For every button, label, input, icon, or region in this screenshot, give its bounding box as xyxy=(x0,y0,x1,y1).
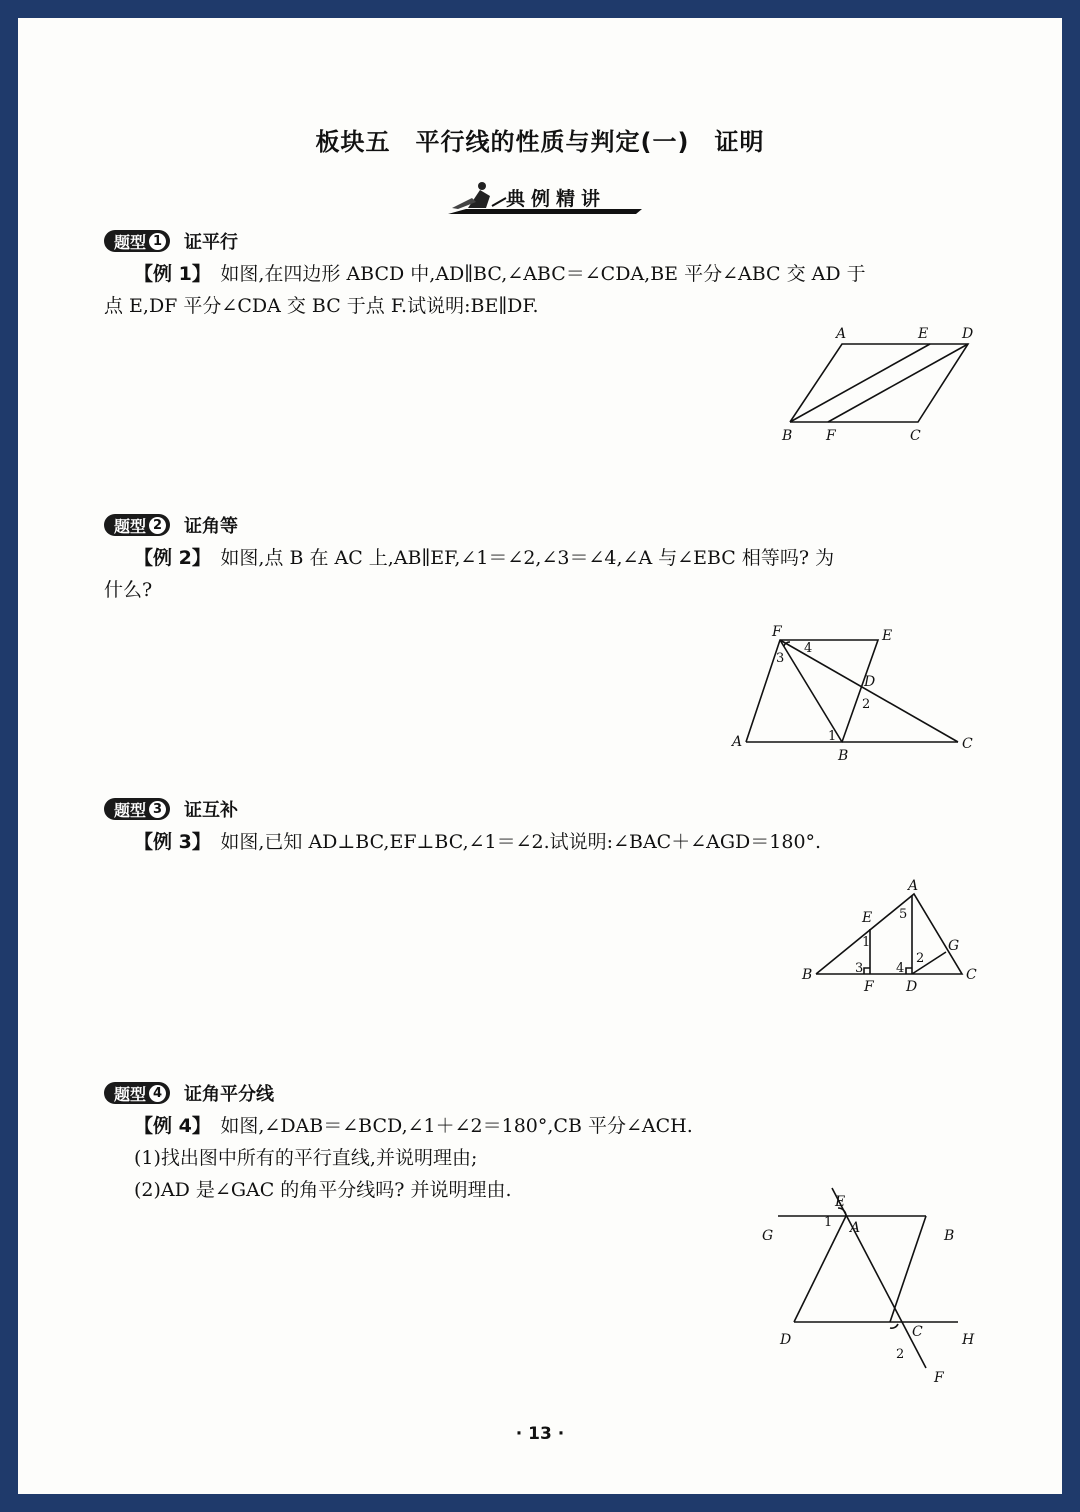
example-3-text: 【例 3】 如图,已知 AD⊥BC,EF⊥BC,∠1＝∠2.试说明:∠BAC＋∠AGD＝180°. xyxy=(134,831,822,853)
fig2-label: A xyxy=(732,734,743,750)
fig3-angle: 4 xyxy=(896,961,905,976)
fig2-label: D xyxy=(864,674,876,690)
fig4-angle: 1 xyxy=(824,1215,833,1230)
fig3-angle: 5 xyxy=(899,907,908,922)
fig3-label: E xyxy=(862,910,873,926)
figure-2-trapezoid xyxy=(730,626,992,776)
fig2-label: F xyxy=(772,624,782,640)
fig3-angle: 3 xyxy=(855,961,864,976)
section-badge: 题型 4 xyxy=(104,1082,170,1104)
section-badge: 题型 2 xyxy=(104,514,170,536)
fig4-label: D xyxy=(780,1332,792,1348)
fig3-label: B xyxy=(802,967,813,983)
fig4-label: F xyxy=(934,1370,944,1386)
fig3-label: G xyxy=(948,938,960,954)
section-heading: 证互补 xyxy=(184,800,239,821)
fig4-label: G xyxy=(762,1228,774,1244)
fig3-label: D xyxy=(906,979,918,995)
fig4-label: B xyxy=(944,1228,955,1244)
fig3-label: C xyxy=(966,967,977,983)
example-1-text: 【例 1】 如图,在四边形 ABCD 中,AD∥BC,∠ABC＝∠CDA,BE 平分∠ABC 交 AD 于 点 E,DF 平分∠CDA 交 BC 于点 F.试说明:BE∥DF. xyxy=(104,263,866,317)
fig4-label: C xyxy=(912,1324,923,1340)
figure-3-triangle xyxy=(798,878,998,1008)
section-heading: 证平行 xyxy=(184,232,239,253)
fig4-label: E xyxy=(835,1194,846,1210)
fig2-angle: 4 xyxy=(804,641,813,656)
fig1-label: C xyxy=(910,428,921,444)
fig2-label: C xyxy=(962,736,973,752)
page-number: · 13 · xyxy=(515,1424,565,1444)
fig1-label: E xyxy=(918,326,929,342)
fig1-label: D xyxy=(962,326,974,342)
section-1-header xyxy=(104,226,238,256)
page xyxy=(18,18,1062,1494)
section-heading: 证角平分线 xyxy=(184,1084,275,1105)
section-2-header xyxy=(104,510,238,540)
fig4-label: H xyxy=(962,1332,975,1348)
page-title: 板块五 平行线的性质与判定(一) 证明 xyxy=(315,128,765,156)
section-badge: 题型 3 xyxy=(104,798,170,820)
figure-4-parallelogram xyxy=(758,1178,978,1388)
fig2-label: E xyxy=(882,628,893,644)
figure-1-parallelogram xyxy=(770,326,990,444)
section-4-header xyxy=(104,1078,274,1108)
fig2-angle: 2 xyxy=(862,697,871,712)
fig2-angle: 1 xyxy=(828,729,837,744)
fig1-label: A xyxy=(836,326,847,342)
fig2-angle: 3 xyxy=(776,651,785,666)
banner-text: 典例精讲 xyxy=(506,188,607,210)
fig3-angle: 1 xyxy=(862,935,871,950)
section-heading: 证角等 xyxy=(184,516,239,537)
fig3-label: F xyxy=(864,979,874,995)
fig1-label: B xyxy=(782,428,793,444)
fig2-label: B xyxy=(838,748,849,764)
fig4-label: A xyxy=(850,1220,861,1236)
fig3-angle: 2 xyxy=(916,951,925,966)
fig1-label: F xyxy=(826,428,836,444)
fig4-angle: 2 xyxy=(896,1347,905,1362)
section-3-header xyxy=(104,794,238,824)
section-banner xyxy=(446,176,646,220)
section-badge: 题型 1 xyxy=(104,230,170,252)
example-2-text: 【例 2】 如图,点 B 在 AC 上,AB∥EF,∠1＝∠2,∠3＝∠4,∠A 与∠EBC 相等吗? 为 什么? xyxy=(104,547,835,601)
example-4-text: 【例 4】 如图,∠DAB＝∠BCD,∠1＋∠2＝180°,CB 平分∠ACH. (1)找出图中所有的平行直线,并说明理由; (2)AD 是∠GAC 的角平分线吗? 并说明理由. xyxy=(134,1115,693,1201)
fig3-label: A xyxy=(908,878,919,894)
